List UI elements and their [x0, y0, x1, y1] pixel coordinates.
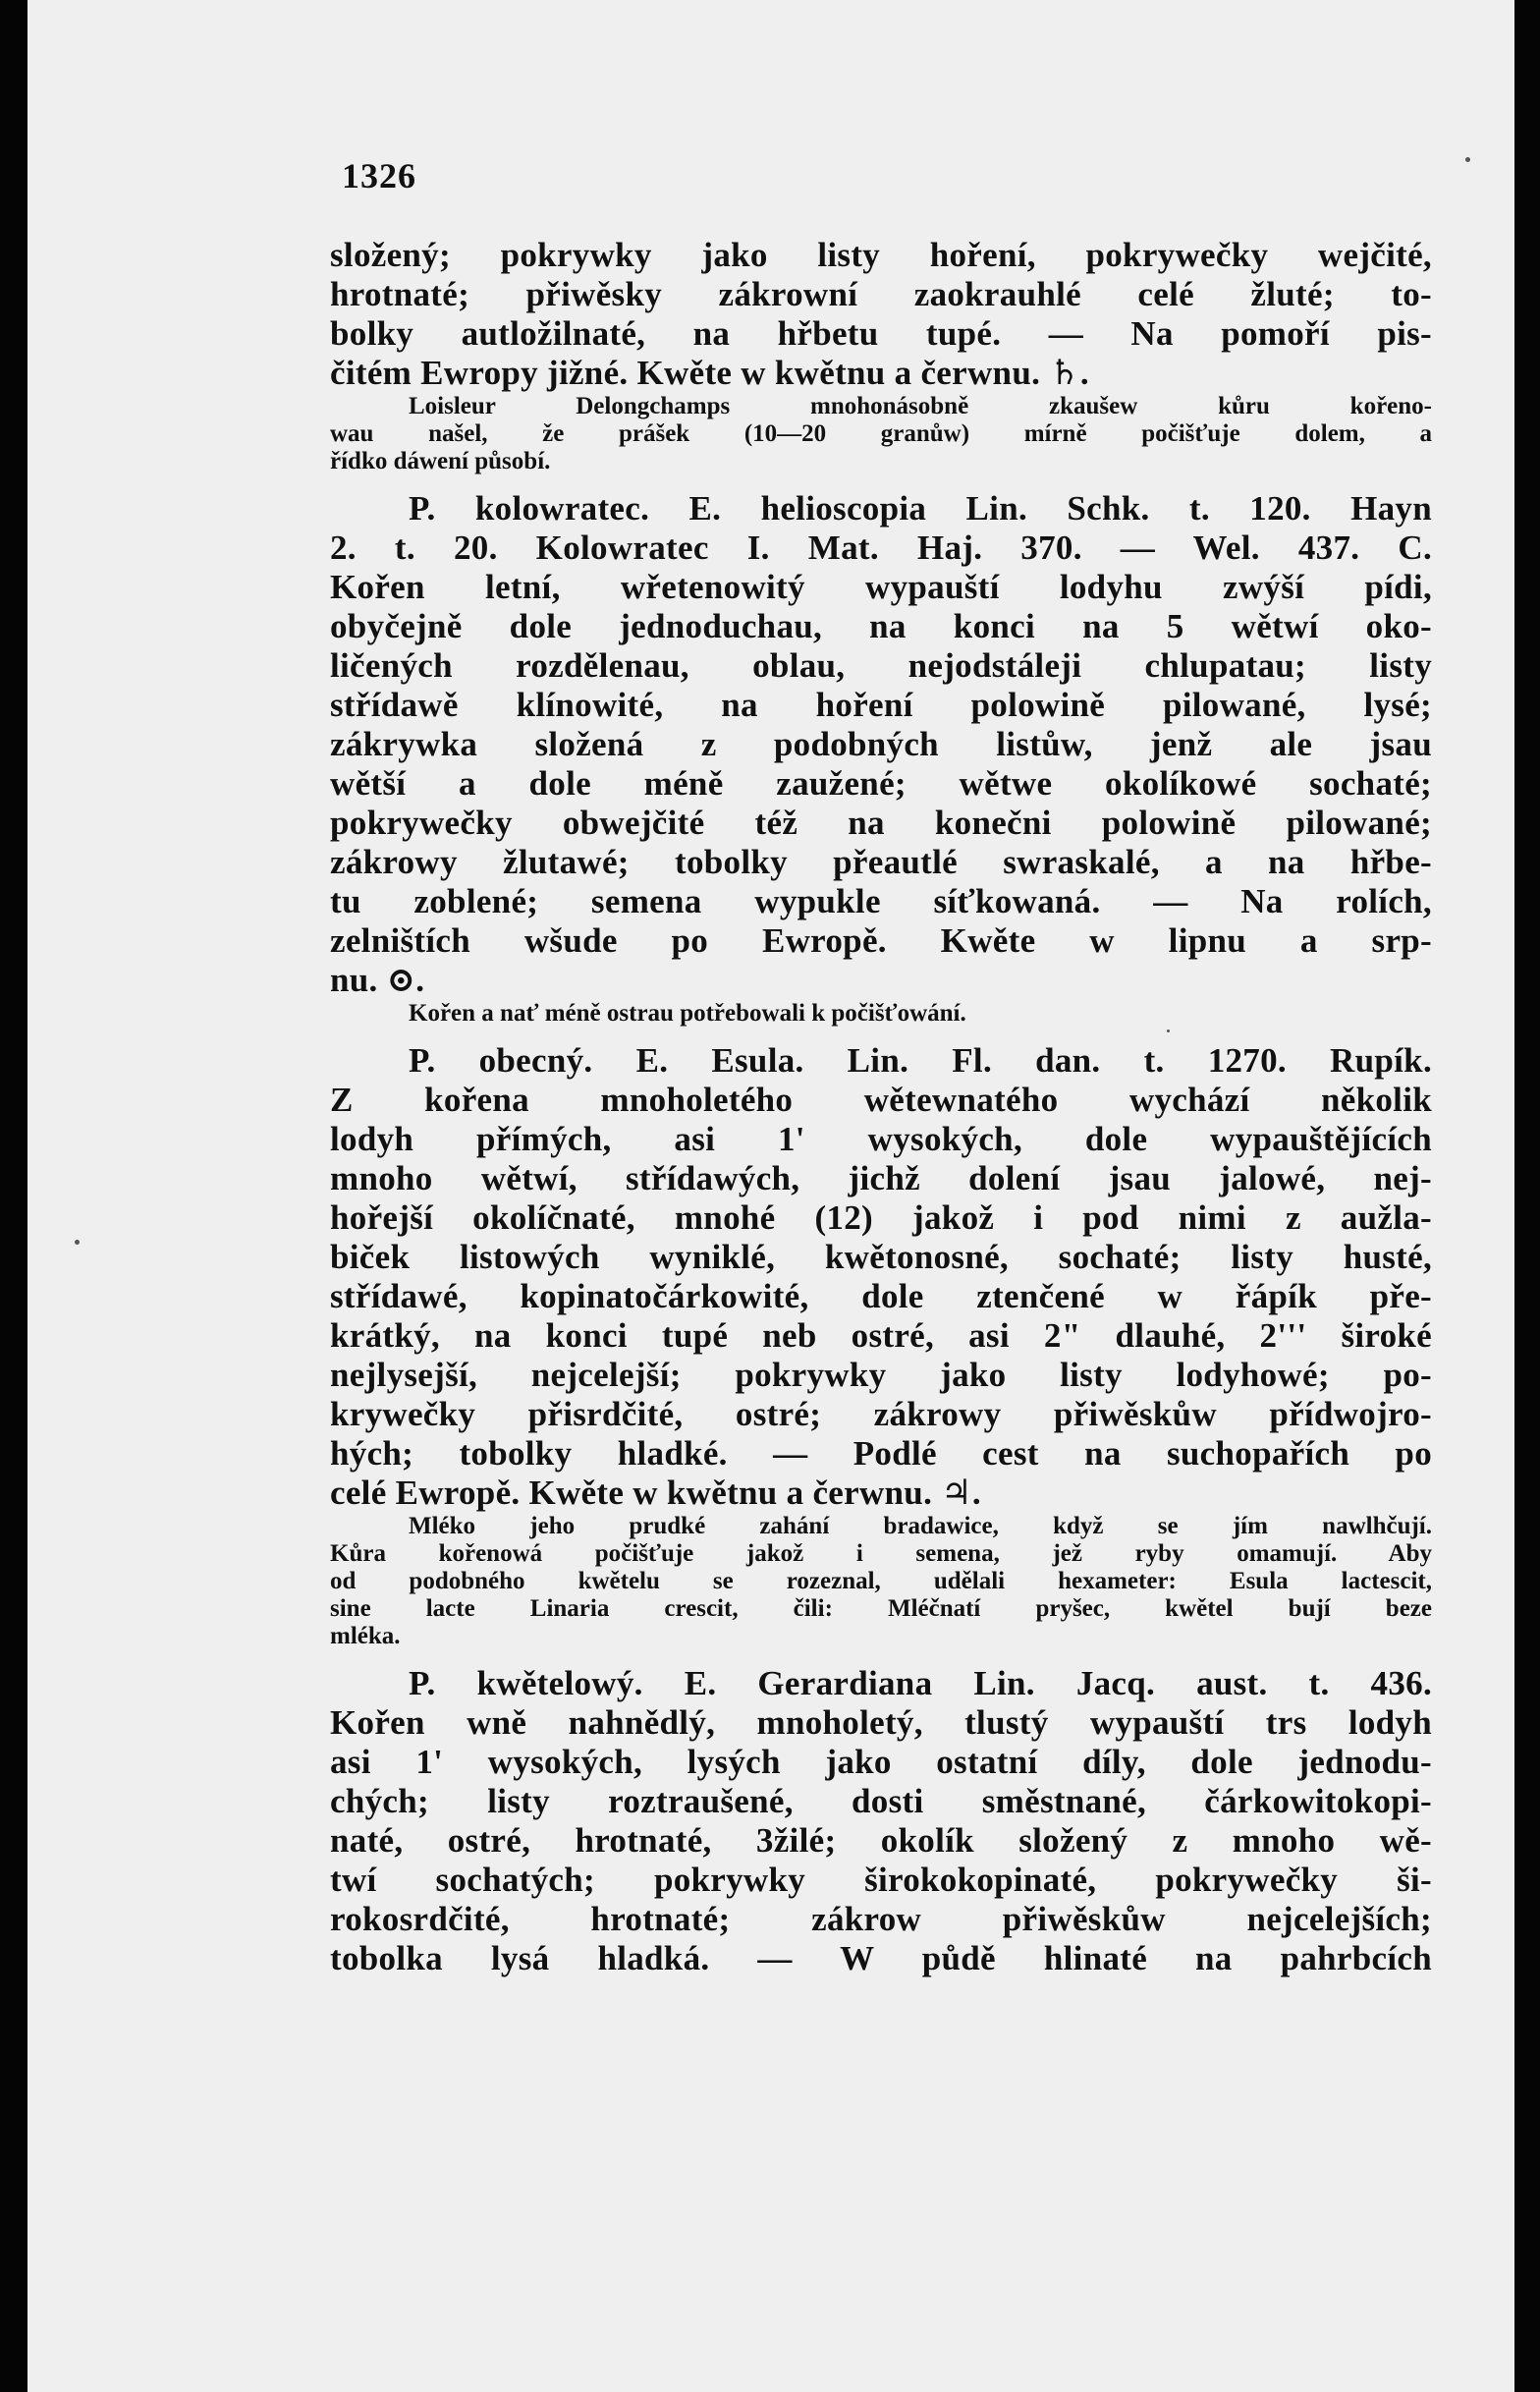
text-line: složený; pokrywky jako listy hoření, pokrywečky wejčité,: [330, 236, 1432, 274]
text-line: krywečky přisrdčité, ostré; zákrowy přiwěskůw přídwojro-: [330, 1395, 1432, 1433]
text-line: chých; listy roztraušené, dosti směstnané, čárkowitokopi-: [330, 1782, 1432, 1820]
page-number: 1326: [342, 156, 416, 195]
text-line: wětší a dole méně zaužené; wětwe okolíkowé sochaté;: [330, 764, 1432, 803]
text-line: naté, ostré, hrotnaté, 3žilé; okolík složený z mnoho wě-: [330, 1821, 1432, 1860]
species-heading: P. kwětelowý. E. Gerardiana Lin. Jacq. aust. t. 436.: [409, 1664, 1432, 1702]
text-line: asi 1' wysokých, lysých jako ostatní díly, dole jednodu-: [330, 1743, 1432, 1781]
speck: [75, 1240, 80, 1245]
text-line: krátký, na konci tupé neb ostré, asi 2" dlauhé, 2''' široké: [330, 1316, 1432, 1355]
text-line: ličených rozdělenau, oblau, nejodstáleji chlupatau; listy: [330, 646, 1432, 685]
note-line: od podobného kwětelu se rozeznal, udělali hexameter: Esula lactescit,: [330, 1568, 1432, 1594]
text-line: tu zoblené; semena wypukle síťkowaná. — Na rolích,: [330, 882, 1432, 920]
note-line: řídko dáwení působí.: [330, 448, 551, 474]
text-line: Kořen letní, wřetenowitý wypauští lodyhu zwýší pídi,: [330, 568, 1432, 606]
text-line: hořejší okolíčnaté, mnohé (12) jakož i pod nimi z aužla-: [330, 1198, 1432, 1237]
species-heading: P. obecný. E. Esula. Lin. Fl. dan. t. 1270. Rupík.: [409, 1041, 1432, 1080]
text-line: čitém Ewropy jižné. Kwěte w kwětnu a čerwnu. ♄.: [330, 354, 1089, 392]
text-line: tobolka lysá hladká. — W půdě hlinaté na pahrbcích: [330, 1939, 1432, 1977]
speck: [1465, 157, 1470, 162]
text-line: celé Ewropě. Kwěte w kwětnu a čerwnu. ♃.: [330, 1474, 981, 1512]
species-heading: P. kolowratec. E. helioscopia Lin. Schk. t. 120. Hayn: [409, 489, 1432, 528]
text-column: [330, 236, 1432, 1978]
note-line: Loisleur Delongchamps mnohonásobně zkaušew kůru kořeno-: [409, 393, 1432, 419]
text-line: Kořen wně nahnědlý, mnoholetý, tlustý wypauští trs lodyh: [330, 1703, 1432, 1742]
text-line: twí sochatých; pokrywky širokokopinaté, pokrywečky ši-: [330, 1861, 1432, 1899]
text-line: obyčejně dole jednoduchau, na konci na 5 wětwí oko-: [330, 607, 1432, 645]
text-line: zákrywka složená z podobných listůw, jenž ale jsau: [330, 725, 1432, 763]
note-line: Mléko jeho prudké zahání bradawice, když se jím nawlhčují.: [409, 1513, 1432, 1539]
text-line: pokrywečky obwejčité též na konečni polowině pilowané;: [330, 804, 1432, 842]
text-line: Z kořena mnoholetého wětewnatého wychází několik: [330, 1081, 1432, 1119]
text-line: bolky autložilnaté, na hřbetu tupé. — Na pomoří pis-: [330, 314, 1432, 353]
text-line: hrotnaté; přiwěsky zákrowní zaokrauhlé celé žluté; to-: [330, 275, 1432, 313]
text-line: rokosrdčité, hrotnaté; zákrow přiwěskůw nejcelejších;: [330, 1900, 1432, 1938]
note-line: sine lacte Linaria crescit, čili: Mléčnatí pryšec, kwětel bují beze: [330, 1595, 1432, 1622]
text-line: nu. ⊙.: [330, 961, 425, 999]
note-line: mléka.: [330, 1623, 401, 1649]
note-line: Kořen a nať méně ostrau potřebowali k počišťowání.: [409, 1000, 966, 1027]
text-line: nejlysejší, nejcelejší; pokrywky jako listy lodyhowé; po-: [330, 1356, 1432, 1394]
text-line: 2. t. 20. Kolowratec I. Mat. Haj. 370. — Wel. 437. C.: [330, 528, 1432, 567]
text-line: mnoho wětwí, střídawých, jichž dolení jsau jalowé, nej-: [330, 1159, 1432, 1197]
note-line: wau našel, že prášek (10—20 granůw) mírně počišťuje dolem, a: [330, 420, 1432, 447]
note-line: Kůra kořenowá počišťuje jakož i semena, jež ryby omamují. Aby: [330, 1540, 1432, 1567]
text-line: zelništích wšude po Ewropě. Kwěte w lipnu a srp-: [330, 921, 1432, 960]
book-page: [28, 0, 1514, 2392]
text-line: zákrowy žlutawé; tobolky přeautlé swraskalé, a na hřbe-: [330, 843, 1432, 881]
text-line: střídawé, kopinatočárkowité, dole ztenčené w řápík pře-: [330, 1277, 1432, 1315]
text-line: hých; tobolky hladké. — Podlé cest na suchopařích po: [330, 1434, 1432, 1473]
text-line: střídawě klínowité, na hoření polowině pilowané, lysé;: [330, 686, 1432, 724]
text-line: biček listowých wyniklé, kwětonosné, sochaté; listy husté,: [330, 1238, 1432, 1276]
text-line: lodyh přímých, asi 1' wysokých, dole wypauštějících: [330, 1120, 1432, 1158]
